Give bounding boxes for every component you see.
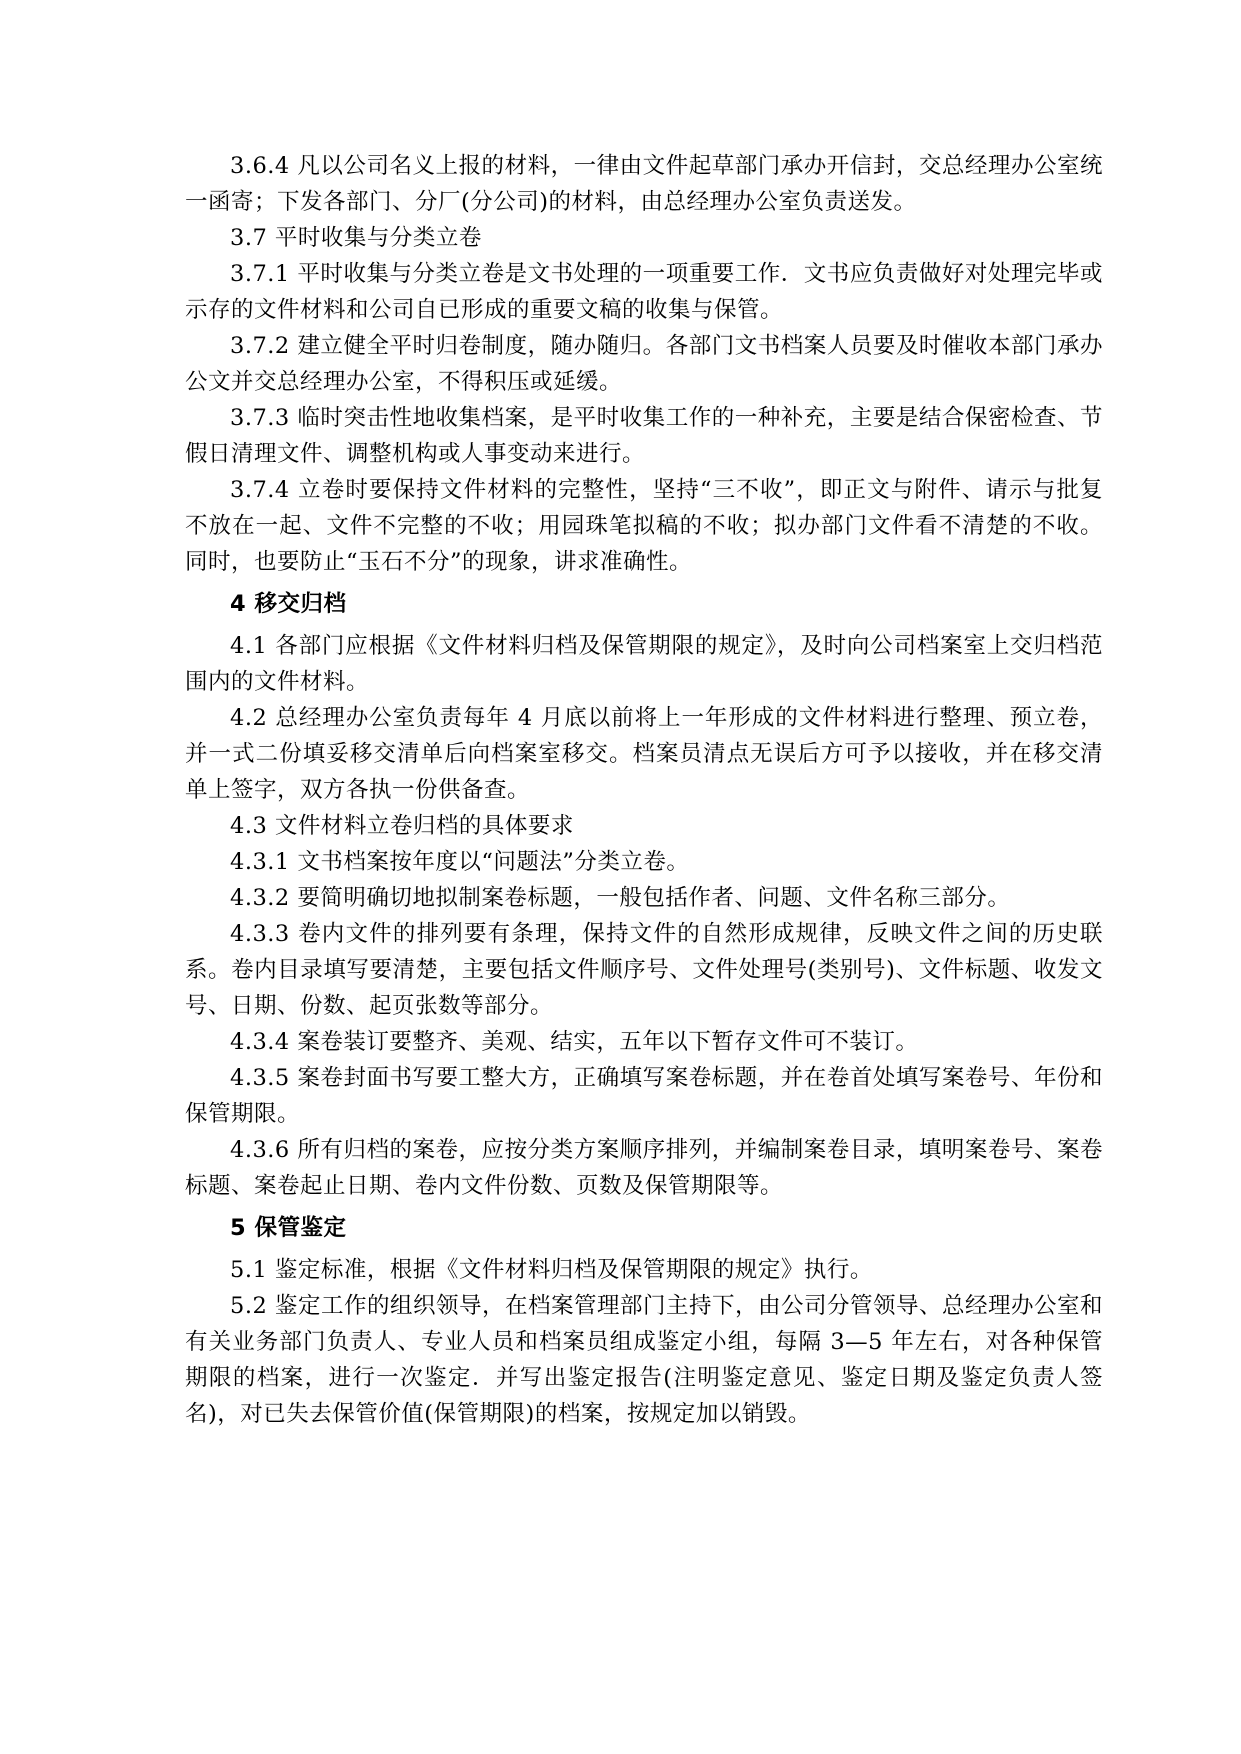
- paragraph-4-2: 4.2 总经理办公室负责每年 4 月底以前将上一年形成的文件材料进行整理、预立卷，并一式二份填妥移交清单后向档案室移交。档案员清点无误后方可予以接收，并在移交清单上签字，双方各执一份供备查。: [185, 705, 1103, 803]
- paragraph-3-7-1: 3.7.1 平时收集与分类立卷是文书处理的一项重要工作．文书应负责做好对处理完毕或示存的文件材料和公司自已形成的重要文稿的收集与保管。: [185, 261, 1103, 323]
- paragraph-4-1: 4.1 各部门应根据《文件材料归档及保管期限的规定》，及时向公司档案室上交归档范围内的文件材料。: [185, 633, 1103, 695]
- paragraph-3-7-2: 3.7.2 建立健全平时归卷制度，随办随归。各部门文书档案人员要及时催收本部门承办公文并交总经理办公室，不得积压或延缓。: [185, 333, 1103, 395]
- paragraph-4-3-3: 4.3.3 卷内文件的排列要有条理，保持文件的自然形成规律，反映文件之间的历史联系。卷内目录填写要清楚，主要包括文件顺序号、文件处理号(类别号)、文件标题、收发文号、日期、份数、起页张数等部分。: [185, 921, 1103, 1019]
- paragraph-3-7-4: 3.7.4 立卷时要保持文件材料的完整性，坚持“三不收”，即正文与附件、请示与批复不放在一起、文件不完整的不收；用园珠笔拟稿的不收；拟办部门文件看不清楚的不收。同时，也要防止“玉石不分”的现象，讲求准确性。: [185, 477, 1103, 575]
- paragraph-4-3-1: 4.3.1 文书档案按年度以“问题法”分类立卷。: [230, 849, 690, 875]
- paragraph-4-3-6: 4.3.6 所有归档的案卷，应按分类方案顺序排列，并编制案卷目录，填明案卷号、案卷标题、案卷起止日期、卷内文件份数、页数及保管期限等。: [185, 1137, 1103, 1199]
- paragraph-3-7: 3.7 平时收集与分类立卷: [230, 225, 482, 251]
- paragraph-4-3-2: 4.3.2 要简明确切地拟制案卷标题，一般包括作者、问题、文件名称三部分。: [230, 885, 1011, 911]
- paragraph-3-7-3: 3.7.3 临时突击性地收集档案，是平时收集工作的一种补充，主要是结合保密检查、节假日清理文件、调整机构或人事变动来进行。: [185, 405, 1103, 467]
- document-body: [185, 148, 1103, 1432]
- paragraph-3-6-4: 3.6.4 凡以公司名义上报的材料，一律由文件起草部门承办开信封，交总经理办公室统一函寄；下发各部门、分厂(分公司)的材料，由总经理办公室负责送发。: [185, 153, 1103, 215]
- section-heading-4: 4 移交归档: [230, 591, 347, 617]
- paragraph-4-3-4: 4.3.4 案卷装订要整齐、美观、结实，五年以下暂存文件可不装订。: [230, 1029, 919, 1055]
- section-heading-5: 5 保管鉴定: [230, 1215, 347, 1241]
- paragraph-4-3: 4.3 文件材料立卷归档的具体要求: [230, 813, 574, 839]
- paragraph-5-1: 5.1 鉴定标准，根据《文件材料归档及保管期限的规定》执行。: [230, 1257, 873, 1283]
- paragraph-4-3-5: 4.3.5 案卷封面书写要工整大方，正确填写案卷标题，并在卷首处填写案卷号、年份和保管期限。: [185, 1065, 1103, 1127]
- paragraph-5-2: 5.2 鉴定工作的组织领导，在档案管理部门主持下，由公司分管领导、总经理办公室和有关业务部门负责人、专业人员和档案员组成鉴定小组，每隔 3—5 年左右，对各种保管期限的档案，进行一次鉴定．并写出鉴定报告(注明鉴定意见、鉴定日期及鉴定负责人签名)，对已失去保管价值(保管期限)的档案，按规定加以销毁。: [185, 1293, 1103, 1427]
